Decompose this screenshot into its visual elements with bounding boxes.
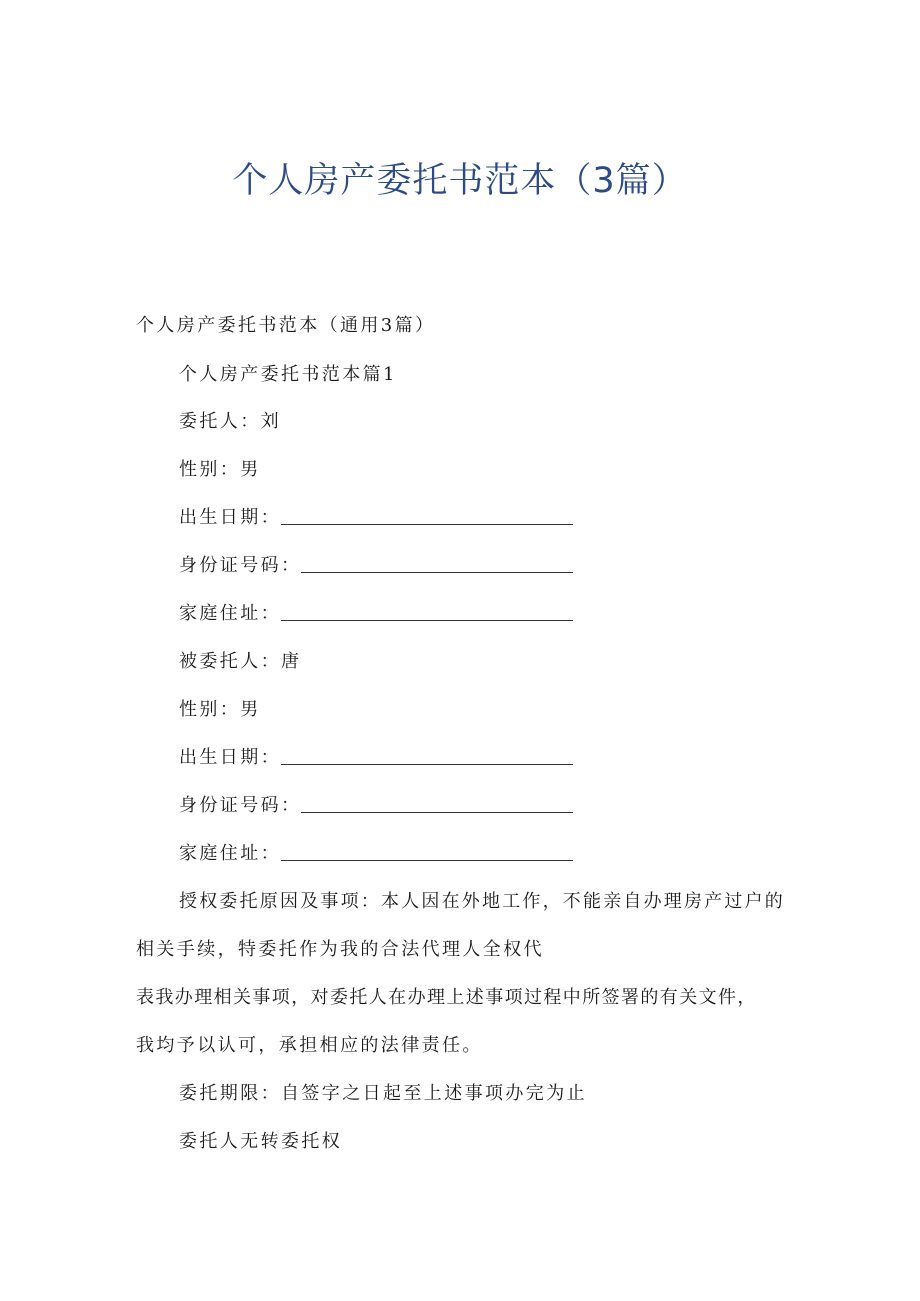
- no-transfer-line: 委托人无转委托权: [179, 1131, 343, 1152]
- agent-birth-label: 出生日期：: [179, 747, 281, 768]
- authorization-line-4: 我均予以认可，承担相应的法律责任。: [136, 1035, 483, 1056]
- principal-name: 委托人：刘: [179, 411, 281, 432]
- principal-id-blank[interactable]: [301, 554, 573, 573]
- agent-id-label: 身份证号码：: [179, 795, 302, 816]
- principal-gender: 性别：男: [179, 459, 261, 480]
- principal-birth-label: 出生日期：: [179, 507, 281, 528]
- principal-birth-row: [179, 505, 573, 531]
- agent-address-row: [179, 841, 573, 867]
- document-title: 个人房产委托书范本（3篇）: [232, 161, 688, 201]
- principal-address-blank[interactable]: [281, 602, 573, 621]
- principal-address-row: [179, 601, 573, 627]
- authorization-line-1: 授权委托原因及事项：本人因在外地工作，不能亲自办理房产过户的: [179, 891, 785, 912]
- agent-name: 被委托人：唐: [179, 651, 302, 672]
- agent-id-blank[interactable]: [301, 794, 573, 813]
- agent-id-row: [179, 793, 573, 819]
- section-heading: 个人房产委托书范本篇1: [179, 364, 397, 385]
- principal-address-label: 家庭住址：: [179, 603, 281, 624]
- authorization-line-3: 表我办理相关事项，对委托人在办理上述事项过程中所签署的有关文件，: [136, 987, 757, 1008]
- principal-id-label: 身份证号码：: [179, 555, 302, 576]
- agent-address-blank[interactable]: [281, 842, 573, 861]
- agent-birth-row: [179, 745, 573, 771]
- agent-gender: 性别：男: [179, 699, 261, 720]
- principal-birth-blank[interactable]: [281, 506, 573, 525]
- agent-address-label: 家庭住址：: [179, 843, 281, 864]
- authorization-line-2: 相关手续，特委托作为我的合法代理人全权代: [136, 939, 544, 960]
- principal-id-row: [179, 553, 573, 579]
- document-subtitle: 个人房产委托书范本（通用3篇）: [136, 315, 436, 336]
- term-line: 委托期限：自签字之日起至上述事项办完为止: [179, 1083, 587, 1104]
- agent-birth-blank[interactable]: [281, 746, 573, 765]
